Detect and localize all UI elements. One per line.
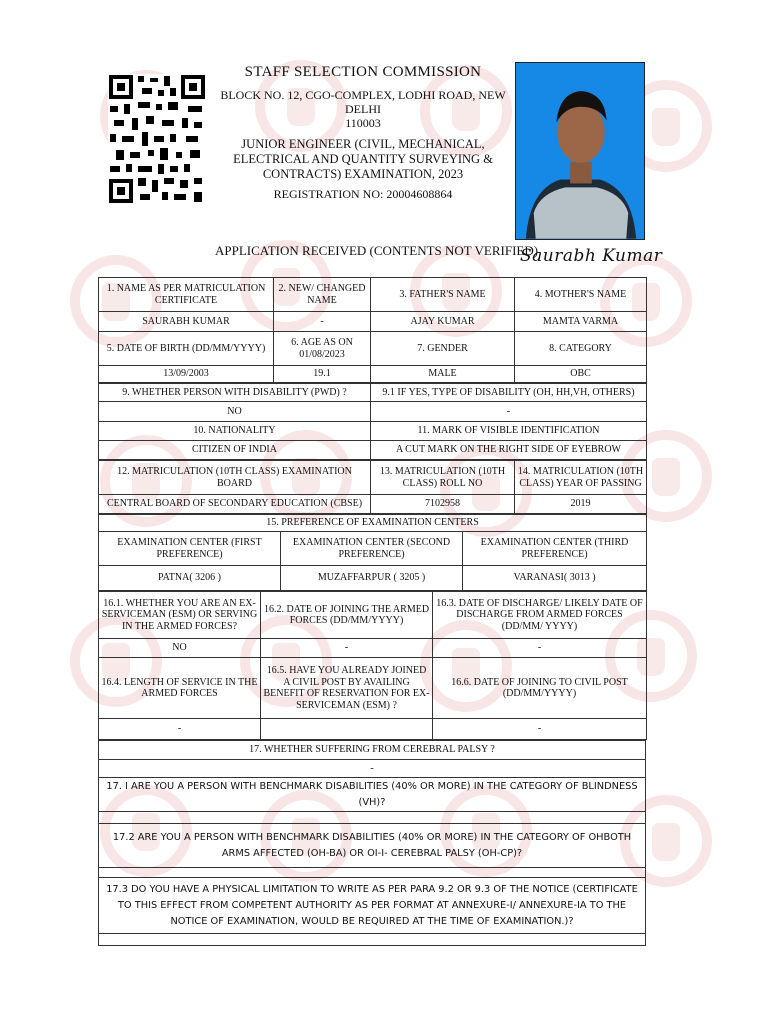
board-label: 12. MATRICULATION (10TH CLASS) EXAMINATION BOARD (99, 461, 371, 495)
candidate-photo (515, 62, 645, 240)
pwd-value: NO (99, 402, 371, 422)
oh-ba-label: 17.2 ARE YOU A PERSON WITH BENCHMARK DISABILITIES (40% OR MORE) IN THE CATEGORY OF OHBOTH ARMS AFFECTED (OH-BA) OR OI-I- CEREBRAL PALSY (OH-CP)? (99, 824, 646, 868)
center-1-label: EXAMINATION CENTER (FIRST PREFERENCE) (99, 532, 281, 566)
gender-label: 7. GENDER (371, 332, 515, 366)
esm-discharge-date-label: 16.3. DATE OF DISCHARGE/ LIKELY DATE OF DISCHARGE FROM ARMED FORCES (DD/MM/ YYYY) (433, 592, 647, 639)
age-value: 19.1 (274, 366, 371, 383)
dob-value: 13/09/2003 (99, 366, 274, 383)
exam-name: JUNIOR ENGINEER (CIVIL, MECHANICAL, ELECTRICAL AND QUANTITY SURVEYING & CONTRACTS) EXAMINATION, 2023 (233, 136, 493, 181)
disability-table (98, 383, 647, 460)
esm-label: 16.1. WHETHER YOU ARE AN EX-SERVICEMAN (ESM) OR SERVING IN THE ARMED FORCES? (99, 592, 261, 639)
roll-number-value: 7102958 (371, 495, 515, 514)
civil-joining-date-value: - (433, 719, 647, 740)
nationality-label: 10. NATIONALITY (99, 422, 371, 441)
passing-year-value: 2019 (515, 495, 647, 514)
address-line-2: 110003 (345, 115, 381, 130)
blindness-value (99, 812, 646, 824)
qr-code (108, 74, 206, 204)
cerebral-palsy-value: - (99, 760, 646, 778)
application-form (98, 277, 646, 946)
center-2-label: EXAMINATION CENTER (SECOND PREFERENCE) (281, 532, 463, 566)
father-name-label: 3. FATHER'S NAME (371, 278, 515, 312)
personal-details-table (98, 277, 647, 383)
esm-joining-date-label: 16.2. DATE OF JOINING THE ARMED FORCES (DD/MM/YYYY) (261, 592, 433, 639)
cerebral-palsy-label: 17. WHETHER SUFFERING FROM CEREBRAL PALSY ? (99, 741, 646, 760)
new-name-label: 2. NEW/ CHANGED NAME (274, 278, 371, 312)
esm-value: NO (99, 639, 261, 658)
mother-name-value: MAMTA VARMA (515, 312, 647, 332)
identification-mark-value: A CUT MARK ON THE RIGHT SIDE OF EYEBROW (371, 441, 647, 460)
header-block (213, 62, 513, 201)
civil-post-value (261, 719, 433, 740)
commission-title: STAFF SELECTION COMMISSION (244, 64, 482, 80)
pwd-label: 9. WHETHER PERSON WITH DISABILITY (PWD) ? (99, 384, 371, 402)
centers-label: 15. PREFERENCE OF EXAMINATION CENTERS (99, 515, 647, 532)
address-line-1: BLOCK NO. 12, CGO-COMPLEX, LODHI ROAD, NEW DELHI (220, 88, 506, 117)
age-label: 6. AGE AS ON 01/08/2023 (274, 332, 371, 366)
center-1-value: PATNA( 3206 ) (99, 566, 281, 591)
dob-label: 5. DATE OF BIRTH (DD/MM/YYYY) (99, 332, 274, 366)
category-label: 8. CATEGORY (515, 332, 647, 366)
gender-value: MALE (371, 366, 515, 383)
service-length-label: 16.4. LENGTH OF SERVICE IN THE ARMED FORCES (99, 658, 261, 719)
pwd-type-label: 9.1 IF YES, TYPE OF DISABILITY (OH, HH,VH, OTHERS) (371, 384, 647, 402)
board-value: CENTRAL BOARD OF SECONDARY EDUCATION (CBSE) (99, 495, 371, 514)
mother-name-label: 4. MOTHER'S NAME (515, 278, 647, 312)
civil-post-label: 16.5. HAVE YOU ALREADY JOINED A CIVIL POST BY AVAILING BENEFIT OF RESERVATION FOR EX- SERVICEMAN (ESM) ? (261, 658, 433, 719)
physical-limitation-label: 17.3 DO YOU HAVE A PHYSICAL LIMITATION TO WRITE AS PER PARA 9.2 OR 9.3 OF THE NOTICE (CERTIFICATE TO THIS EFFECT FROM COMPETENT AUTHORITY AS PER FORMAT AT ANNEXURE-I/ ANNEXURE-IA TO THE NOTICE OF EXAMINATION, WOULD BE REQUIRED AT THE TIME OF EXAMINATION.)? (99, 878, 646, 934)
civil-joining-date-label: 16.6. DATE OF JOINING TO CIVIL POST (DD/MM/YYYY) (433, 658, 647, 719)
passing-year-label: 14. MATRICULATION (10TH CLASS) YEAR OF PASSING (515, 461, 647, 495)
physical-limitation-value (99, 934, 646, 946)
center-2-value: MUZAFFARPUR ( 3205 ) (281, 566, 463, 591)
pwd-type-value: - (371, 402, 647, 422)
father-name-value: AJAY KUMAR (371, 312, 515, 332)
exam-centers-table (98, 514, 647, 591)
cerebral-palsy-table (98, 740, 646, 946)
blindness-label: 17. I ARE YOU A PERSON WITH BENCHMARK DISABILITIES (40% OR MORE) IN THE CATEGORY OF BLINDNESS (VH)? (99, 778, 646, 812)
esm-discharge-date-value: - (433, 639, 647, 658)
center-3-label: EXAMINATION CENTER (THIRD PREFERENCE) (463, 532, 647, 566)
application-status: APPLICATION RECEIVED (CONTENTS NOT VERIFIED) (215, 243, 539, 258)
identification-mark-label: 11. MARK OF VISIBLE IDENTIFICATION (371, 422, 647, 441)
candidate-signature: Saurabh Kumar (520, 246, 663, 266)
nationality-value: CITIZEN OF INDIA (99, 441, 371, 460)
esm-joining-date-value: - (261, 639, 433, 658)
registration-number: REGISTRATION NO: 20004608864 (273, 186, 453, 201)
roll-number-label: 13. MATRICULATION (10TH CLASS) ROLL NO (371, 461, 515, 495)
name-label: 1. NAME AS PER MATRICULATION CERTIFICATE (99, 278, 274, 312)
ex-serviceman-table (98, 591, 647, 740)
name-value: SAURABH KUMAR (99, 312, 274, 332)
matriculation-table (98, 460, 647, 514)
oh-ba-value (99, 868, 646, 878)
center-3-value: VARANASI( 3013 ) (463, 566, 647, 591)
service-length-value: - (99, 719, 261, 740)
new-name-value: - (274, 312, 371, 332)
category-value: OBC (515, 366, 647, 383)
